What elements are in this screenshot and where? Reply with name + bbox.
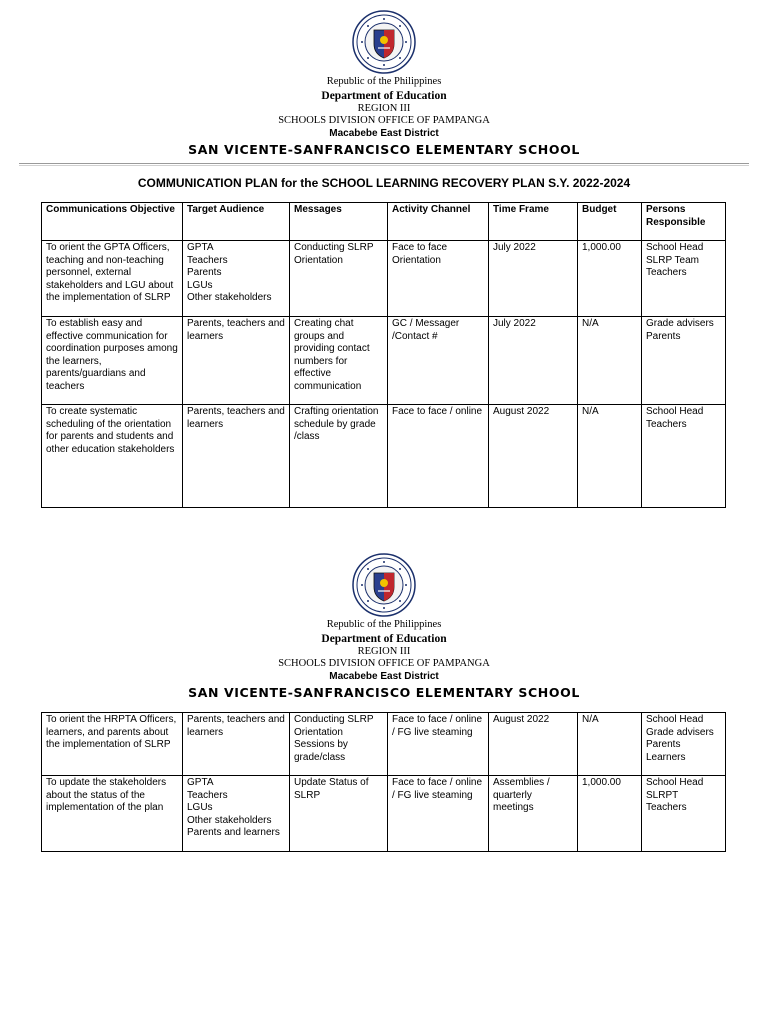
cell-audience: Parents, teachers and learners bbox=[183, 713, 290, 776]
cell-channel: Face to face / online bbox=[388, 405, 489, 508]
communication-plan-table-2 bbox=[41, 712, 726, 852]
cell-messages: Creating chat groups and providing contact numbers for effective communication bbox=[290, 317, 388, 405]
cell-audience: GPTA Teachers Parents LGUs Other stakeholders bbox=[183, 241, 290, 317]
table-row bbox=[42, 241, 726, 317]
district-line: Macabebe East District bbox=[329, 670, 439, 682]
region-line: REGION III bbox=[357, 102, 411, 114]
col-header-timeframe: Time Frame bbox=[489, 203, 578, 241]
cell-audience: Parents, teachers and learners bbox=[183, 317, 290, 405]
cell-objective: To create systematic scheduling of the orientation for parents and students and other education stakeholders bbox=[42, 405, 183, 508]
cell-objective: To update the stakeholders about the status of the implementation of the plan bbox=[42, 776, 183, 852]
cell-messages: Conducting SLRP Orientation bbox=[290, 241, 388, 317]
deped-seal-icon bbox=[352, 10, 416, 74]
republic-line: Republic of the Philippines bbox=[326, 619, 442, 630]
cell-objective: To orient the GPTA Officers, teaching and non-teaching personnel, external stakeholders and LGU about the implementation of SLRP bbox=[42, 241, 183, 317]
cell-objective: To establish easy and effective communication for coordination purposes among the learners, parents/guardians and teachers bbox=[42, 317, 183, 405]
cell-channel: Face to face Orientation bbox=[388, 241, 489, 317]
department-line: Department of Education bbox=[321, 632, 447, 645]
cell-timeframe: July 2022 bbox=[489, 241, 578, 317]
table-row bbox=[42, 317, 726, 405]
col-header-channel: Activity Channel bbox=[388, 203, 489, 241]
district-line: Macabebe East District bbox=[329, 127, 439, 139]
cell-objective: To orient the HRPTA Officers, learners, and parents about the implementation of SLRP bbox=[42, 713, 183, 776]
cell-timeframe: August 2022 bbox=[489, 713, 578, 776]
cell-channel: Face to face / online / FG live steaming bbox=[388, 776, 489, 852]
cell-timeframe: Assemblies / quarterly meetings bbox=[489, 776, 578, 852]
cell-timeframe: August 2022 bbox=[489, 405, 578, 508]
school-name: SAN VICENTE-SANFRANCISCO ELEMENTARY SCHOOL bbox=[188, 685, 580, 700]
cell-budget: N/A bbox=[578, 317, 642, 405]
cell-timeframe: July 2022 bbox=[489, 317, 578, 405]
division-line: SCHOOLS DIVISION OFFICE OF PAMPANGA bbox=[278, 658, 490, 669]
table-row bbox=[42, 713, 726, 776]
cell-messages: Update Status of SLRP bbox=[290, 776, 388, 852]
cell-channel: GC / Messager /Contact # bbox=[388, 317, 489, 405]
cell-persons: School Head SLRPT Teachers bbox=[642, 776, 726, 852]
col-header-persons: Persons Responsible bbox=[642, 203, 726, 241]
page-1 bbox=[0, 10, 768, 508]
cell-audience: Parents, teachers and learners bbox=[183, 405, 290, 508]
cell-budget: 1,000.00 bbox=[578, 776, 642, 852]
cell-budget: 1,000.00 bbox=[578, 241, 642, 317]
cell-messages: Conducting SLRP Orientation Sessions by grade/class bbox=[290, 713, 388, 776]
col-header-audience: Target Audience bbox=[183, 203, 290, 241]
school-name: SAN VICENTE-SANFRANCISCO ELEMENTARY SCHOOL bbox=[188, 142, 580, 157]
col-header-budget: Budget bbox=[578, 203, 642, 241]
cell-persons: School Head Grade advisers Parents Learners bbox=[642, 713, 726, 776]
communication-plan-table-1 bbox=[41, 202, 726, 508]
table-row bbox=[42, 405, 726, 508]
plan-title: COMMUNICATION PLAN for the SCHOOL LEARNING RECOVERY PLAN S.Y. 2022-2024 bbox=[137, 176, 631, 190]
cell-channel: Face to face / online / FG live steaming bbox=[388, 713, 489, 776]
cell-audience: GPTA Teachers LGUs Other stakeholders Parents and learners bbox=[183, 776, 290, 852]
table-header-row bbox=[42, 203, 726, 241]
col-header-objective: Communications Objective bbox=[42, 203, 183, 241]
cell-budget: N/A bbox=[578, 405, 642, 508]
department-line: Department of Education bbox=[321, 89, 447, 102]
col-header-messages: Messages bbox=[290, 203, 388, 241]
cell-persons: Grade advisers Parents bbox=[642, 317, 726, 405]
division-line: SCHOOLS DIVISION OFFICE OF PAMPANGA bbox=[278, 115, 490, 126]
cell-persons: School Head Teachers bbox=[642, 405, 726, 508]
table-row bbox=[42, 776, 726, 852]
header-divider bbox=[19, 163, 749, 166]
republic-line: Republic of the Philippines bbox=[326, 76, 442, 87]
page-2 bbox=[0, 553, 768, 852]
cell-messages: Crafting orientation schedule by grade /class bbox=[290, 405, 388, 508]
deped-seal-icon bbox=[352, 553, 416, 617]
cell-budget: N/A bbox=[578, 713, 642, 776]
cell-persons: School Head SLRP Team Teachers bbox=[642, 241, 726, 317]
region-line: REGION III bbox=[357, 645, 411, 657]
